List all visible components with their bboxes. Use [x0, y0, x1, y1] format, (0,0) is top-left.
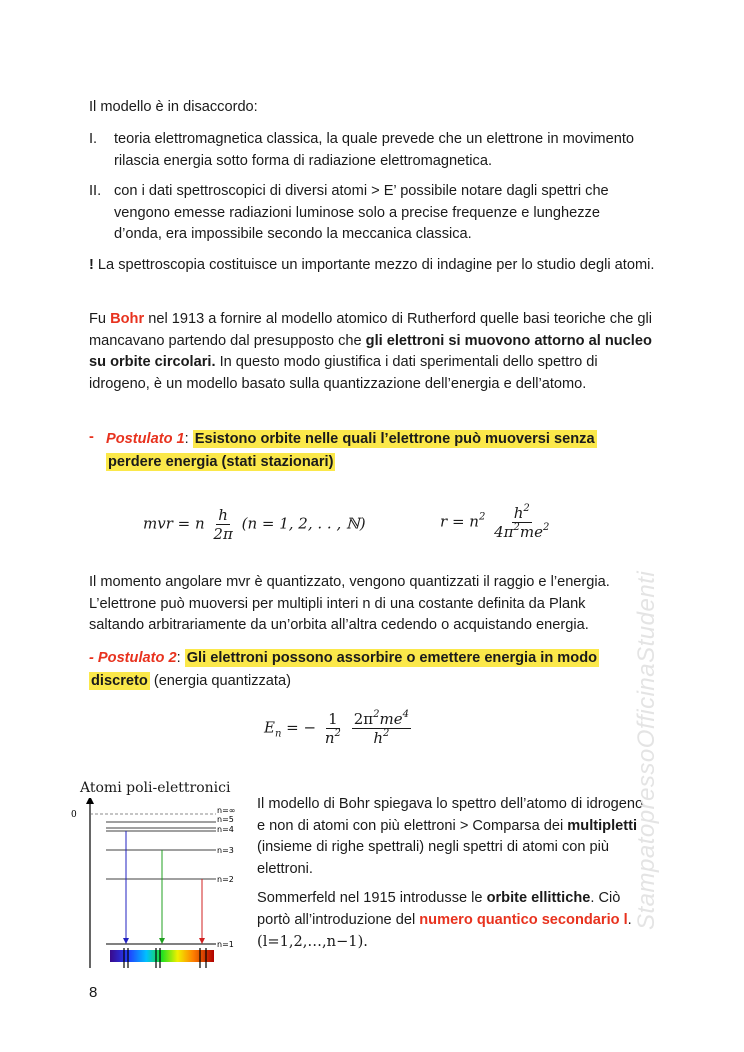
energy-level-diagram: [66, 798, 248, 970]
eq3-f2-den-exp: 2: [382, 728, 390, 739]
eq3-f1-den-exp: 2: [334, 728, 341, 739]
side-text-2: (insieme di righe spettrali) negli spettri di atomi con più elettroni.: [257, 839, 610, 877]
intro-text: Il modello è in disaccordo:: [89, 99, 258, 115]
zero-label: 0: [71, 810, 77, 820]
eq3-equals: = −: [281, 718, 317, 737]
eq1-lhs: mvr = n: [143, 514, 205, 533]
sommerfeld-text-1: Sommerfeld nel 1915 introdusse le: [257, 890, 487, 906]
postulate-2: [89, 647, 655, 693]
eq1-numerator: h: [218, 506, 228, 524]
postulate-2-label: - Postulato 2: [89, 650, 177, 666]
eq3-f2-num: [352, 710, 411, 729]
multipletti-bold: multipletti: [567, 817, 638, 834]
level-label: n=1: [217, 940, 234, 949]
eq3-f2-den: [371, 729, 391, 747]
sommerfeld-paragraph: [257, 888, 652, 954]
postulate-2-highlight-1: Gli elettroni possono assorbire o emettere energia in modo: [186, 650, 598, 666]
eq2-den-exp-a: 2: [513, 522, 520, 533]
arrow-icon: [123, 938, 129, 944]
eq2-lhs: r = n: [440, 512, 479, 531]
eq2-num-base: h: [513, 504, 524, 522]
postulate-1-label: Postulato 1: [106, 431, 185, 447]
eq1-fraction: [211, 506, 234, 543]
eq3-f1-num: 1: [328, 710, 338, 728]
eq1-range: (n = 1, 2, . . , ℕ): [241, 514, 366, 533]
postulate-2-rest: (energia quantizzata): [149, 673, 291, 689]
bohr-text-2: nel 1913 a fornire al modello atomico di Rutherford quelle basi teoriche che gli mancavano partendo dal presupposto che: [89, 311, 652, 349]
eq2-numerator: [512, 504, 532, 523]
eq3-f1-den: [323, 729, 343, 747]
colon: :: [176, 650, 185, 666]
level-label: n=2: [217, 875, 234, 884]
list-text: con i dati spettroscopici di diversi atomi > E’ possibile notare dagli spettri che vengono emesse radiazioni luminose solo a precise frequenze e lunghezze d’onda, era impossibile secondo la meccanica classica.: [114, 183, 609, 242]
postulate-2-highlight-2: discreto: [91, 673, 148, 689]
postulate-1-highlight: Esistono orbite nelle quali l’elettrone può muoversi senza perdere energia (stati stazionari): [108, 431, 595, 470]
list-number: II.: [89, 183, 102, 199]
eq3-f1-den-base: n: [324, 729, 335, 747]
watermark: StampatopressoOfficinaStudenti: [633, 570, 660, 930]
sommerfeld-text-3: .: [627, 911, 632, 928]
eq2-exponent: 2: [478, 511, 486, 523]
bohr-paragraph: [89, 309, 655, 395]
bohr-text-1: Fu: [89, 311, 111, 327]
level-label: n=5: [217, 815, 234, 824]
page-number: 8: [89, 984, 98, 1001]
level-label: n=4: [217, 825, 234, 834]
list-item-2: [89, 181, 649, 247]
colon: :: [184, 431, 193, 447]
multiplet-paragraph: [257, 794, 652, 880]
eq3-fraction-1: [323, 710, 343, 747]
l-range: (l=1,2,…,n−1).: [257, 933, 368, 950]
eq2-num-exp: 2: [523, 503, 530, 514]
axis-arrow-icon: [86, 798, 94, 804]
side-text-1: Il modello di Bohr spiegava lo spettro dell’atomo di idrogeno e non di atomi con più elettroni > Comparsa dei: [257, 796, 644, 834]
eq2-den-b: me: [519, 523, 543, 541]
arrow-icon: [159, 938, 165, 944]
eq3-f2-den-base: h: [373, 729, 383, 747]
orbite-ellittiche-bold: orbite ellittiche: [486, 890, 591, 906]
eq3-f2-num-a: 2π: [353, 710, 374, 728]
figure-title: Atomi poli-elettronici: [80, 780, 231, 796]
numero-quantico-red: numero quantico secondario l: [419, 911, 628, 928]
bohr-name: Bohr: [110, 311, 145, 327]
eq3-f2-num-b: me: [379, 710, 403, 728]
list-number: I.: [89, 131, 98, 147]
exclamation-mark: !: [89, 257, 94, 273]
eq3-exp-a: 2: [373, 709, 380, 720]
list-item-1: [89, 129, 649, 173]
postulate-1: [89, 428, 649, 474]
eq3-exp-b: 4: [402, 709, 409, 720]
postulate-1-text: [106, 428, 646, 474]
dash-marker: -: [89, 429, 94, 445]
eq3-lhs: E: [264, 718, 275, 737]
momentum-paragraph: Il momento angolare mvr è quantizzato, vengono quantizzati il raggio e l’energia. L’elettrone può muoversi per multipli interi n di una costante definita da Plank saltando arbitrariamente da un’orbita all’altra cedendo o acquistando energia.: [89, 574, 610, 633]
sommerfeld-text-2: . Ciò portò all’introduzione del: [257, 890, 621, 928]
spectrum-bar: [110, 950, 214, 962]
note-paragraph: [89, 255, 655, 277]
level-label: n=∞: [217, 806, 236, 815]
note-text: La spettroscopia costituisce un importante mezzo di indagine per lo studio degli atomi.: [93, 257, 655, 273]
eq2-fraction: [492, 504, 551, 541]
equation-radius: [440, 504, 553, 541]
eq3-fraction-2: [352, 710, 411, 747]
bohr-text-3: In questo modo giustifica i dati sperimentali dello spettro di idrogeno, è un modello basato sulla quantizzazione dell’energia e dell’atomo.: [89, 354, 598, 392]
list-text: teoria elettromagnetica classica, la quale prevede che un elettrone in movimento rilascia energia sotto forma di radiazione elettromagnetica.: [114, 131, 634, 169]
eq2-den-exp-b: 2: [542, 522, 550, 533]
eq2-den-a: 4π: [494, 523, 514, 541]
equation-energy: [264, 710, 413, 747]
bohr-bold-text: gli elettroni si muovono attorno al nucleo su orbite circolari.: [89, 332, 652, 370]
equation-angular-momentum: [143, 506, 366, 543]
arrow-icon: [199, 938, 205, 944]
eq2-denominator: [492, 523, 551, 541]
level-label: n=3: [217, 846, 234, 855]
eq3-sub: n: [274, 728, 282, 740]
eq1-denominator: 2π: [213, 525, 233, 543]
